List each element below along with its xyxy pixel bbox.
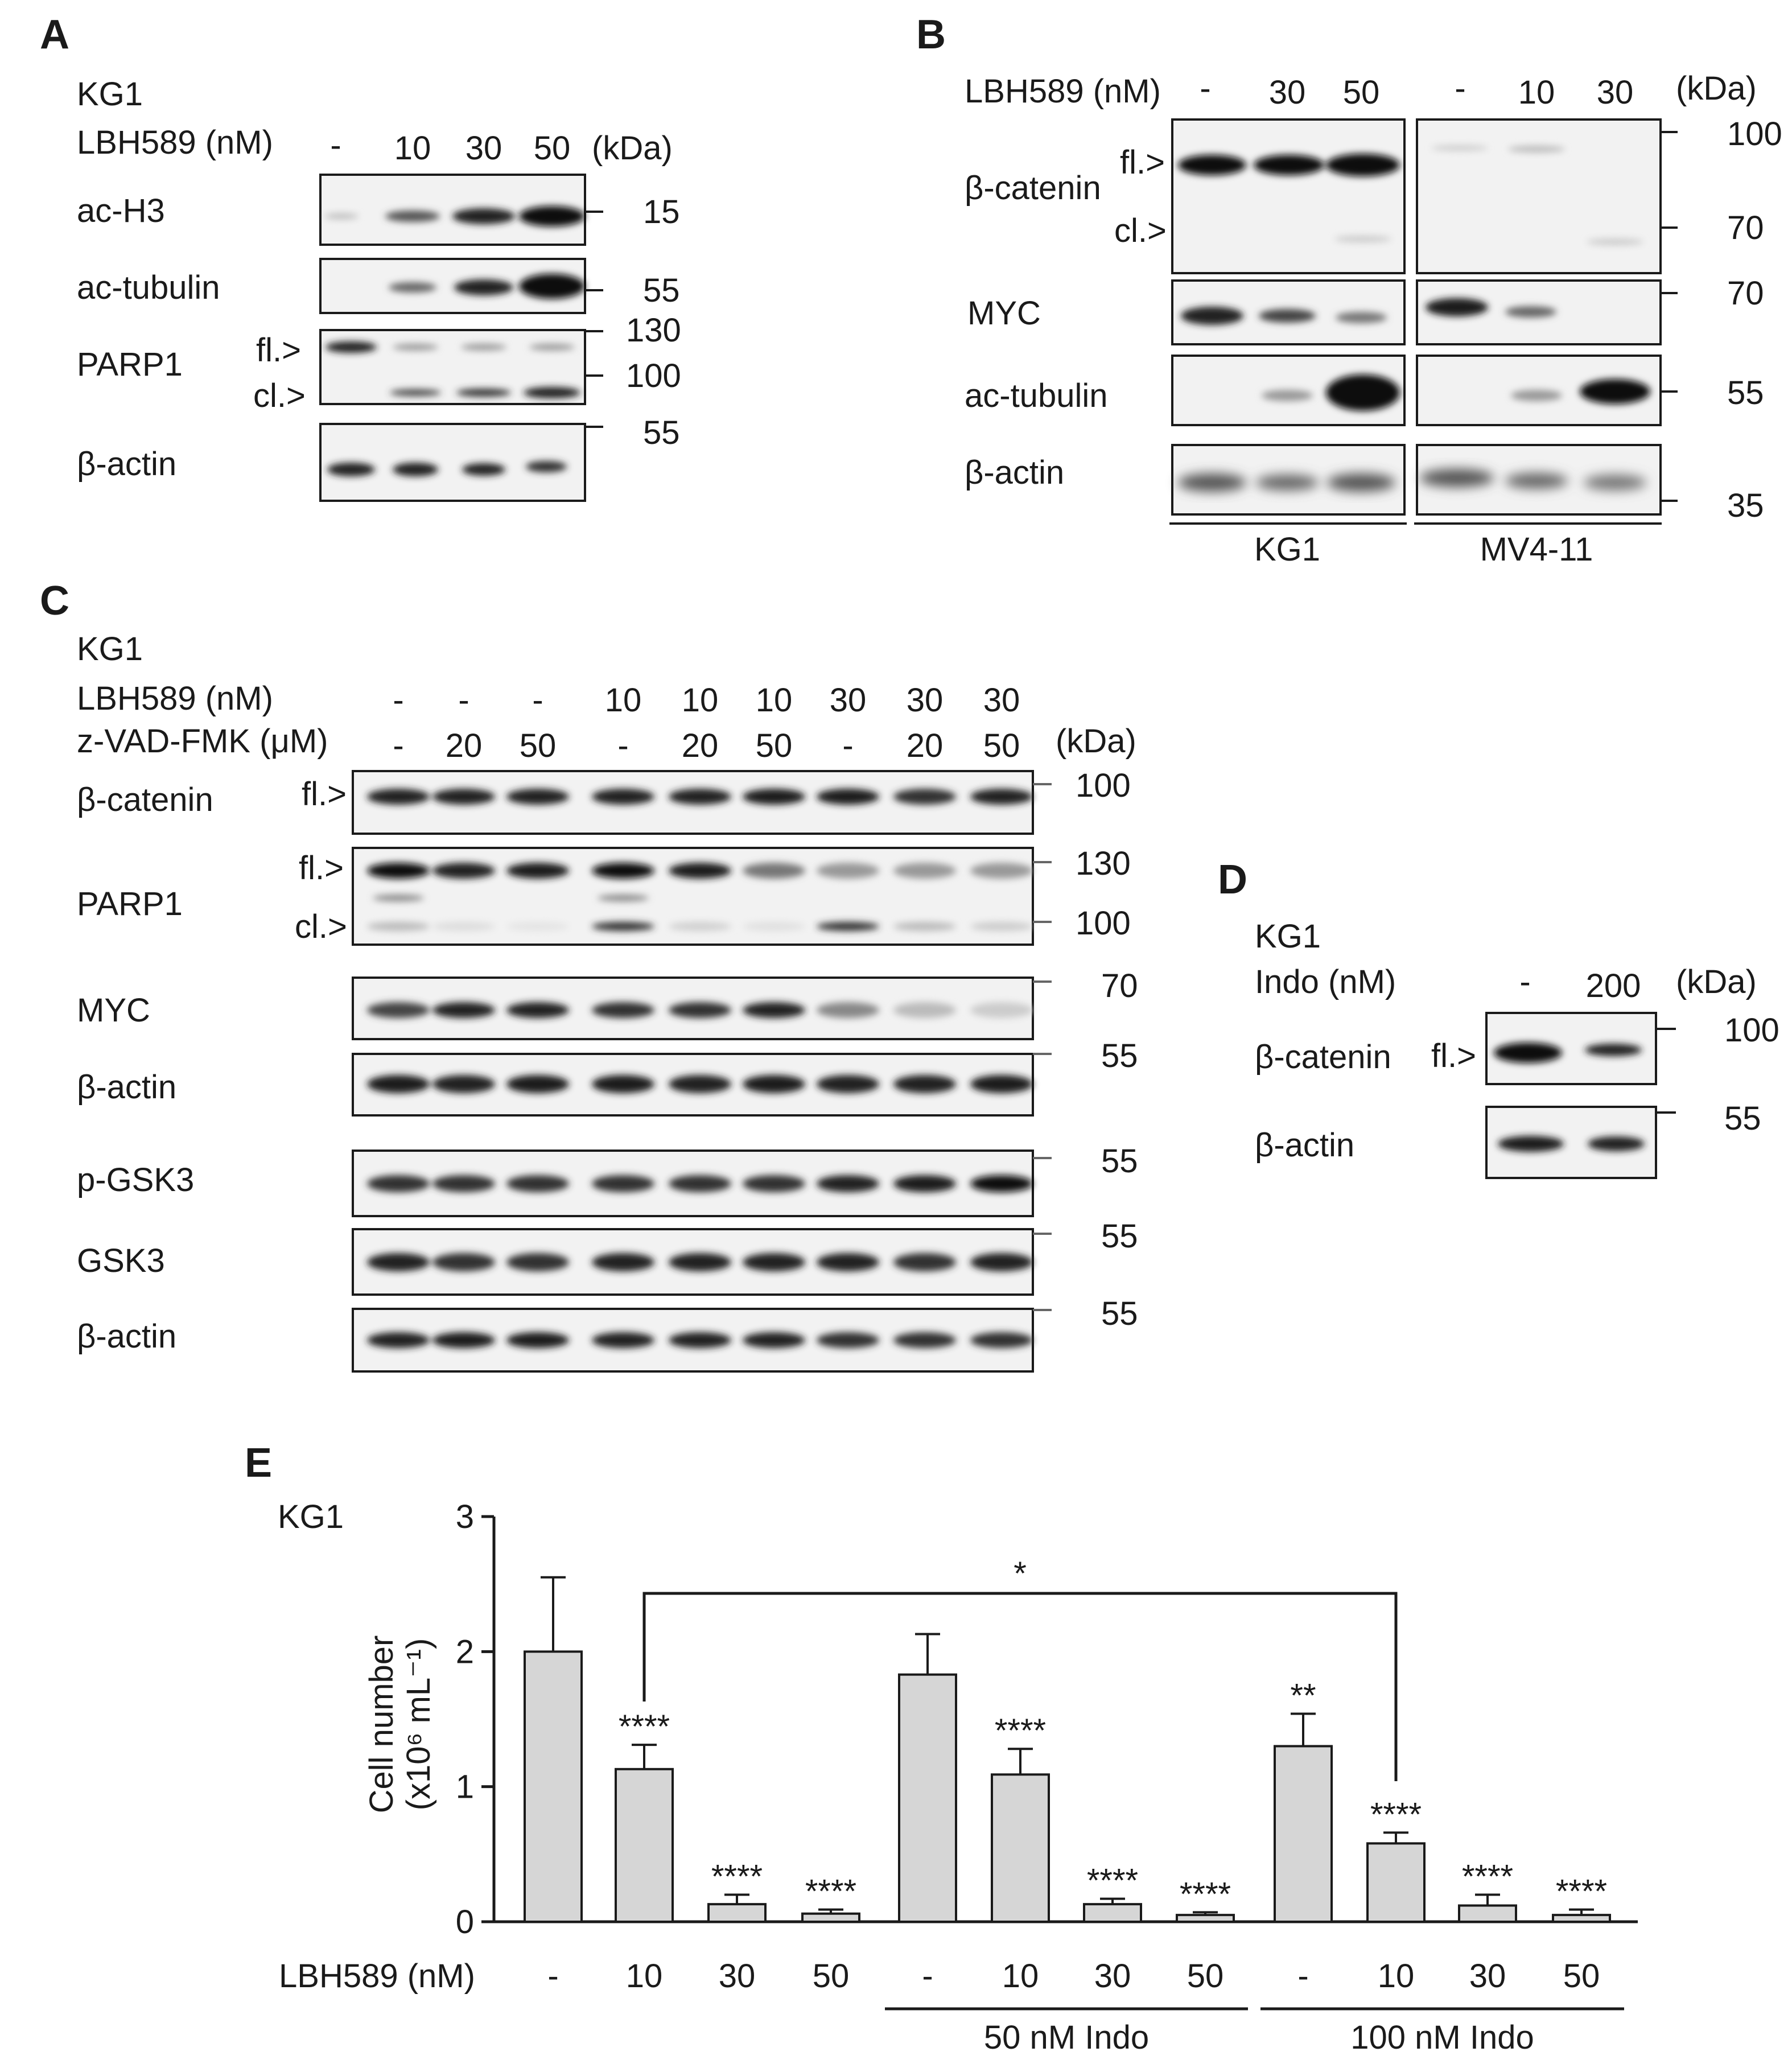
panel-b <box>916 12 1782 568</box>
panel-c-band <box>817 1253 879 1271</box>
panel-c-band <box>592 1175 654 1192</box>
panel-d-row-actin: β-actin <box>1255 1127 1355 1164</box>
bar-chart <box>279 1498 1638 2056</box>
panel-b-letter: B <box>916 12 946 57</box>
panel-c-band <box>367 1253 430 1271</box>
y-tick-label: 1 <box>455 1768 474 1806</box>
panel-a-kda-label: (kDa) <box>592 130 673 167</box>
y-tick-label: 2 <box>455 1633 474 1671</box>
panel-a-cell-line: KG1 <box>77 76 143 113</box>
panel-c-lbh-value: 10 <box>604 682 642 719</box>
panel-b-dose-left-3: 50 <box>1342 74 1380 111</box>
panel-a-row-parp1: PARP1 <box>77 346 183 383</box>
panel-c-band <box>817 922 879 931</box>
panel-c-band <box>743 789 805 805</box>
panel-c-lbh-values <box>393 682 1020 719</box>
x-tick-label: 10 <box>1377 1958 1415 1995</box>
panel-c-band <box>367 1332 430 1348</box>
panel-c-band <box>669 1002 731 1018</box>
panel-b-cell-kg1: KG1 <box>1254 531 1321 568</box>
panel-b-marker-70a: 70 <box>1727 209 1764 246</box>
y-tick-label: 0 <box>455 1904 474 1941</box>
panel-b-dose-right-3: 30 <box>1596 74 1634 111</box>
panel-c-row-catenin: β-catenin <box>77 781 213 818</box>
panel-c-band <box>598 895 649 901</box>
bar <box>708 1904 765 1922</box>
panel-d-dose-1: - <box>1519 963 1531 1000</box>
panel-c-band <box>893 1075 956 1093</box>
panel-c-band <box>506 1253 569 1271</box>
panel-c-band <box>817 1175 879 1192</box>
panel-b-dose-right-1: - <box>1455 70 1466 107</box>
panel-c-marker-55b: 55 <box>1101 1143 1138 1180</box>
panel-c-marker-100a: 100 <box>1076 767 1131 804</box>
bar <box>1459 1906 1516 1922</box>
panel-c-lbh-value: - <box>393 682 404 719</box>
comparison-label: * <box>1014 1555 1027 1592</box>
panel-c-zvad-value: 20 <box>906 727 944 764</box>
panel-c-band <box>669 1175 731 1192</box>
panel-b-row-actub: ac-tubulin <box>965 377 1108 414</box>
panel-d <box>1218 857 1779 1178</box>
panel-c-zvad-value: - <box>393 727 404 764</box>
panel-c-band <box>669 863 731 879</box>
significance-label: **** <box>618 1708 670 1746</box>
panel-c-band <box>373 895 424 901</box>
panel-b-marker-70b: 70 <box>1727 275 1764 312</box>
bar <box>899 1675 956 1922</box>
panel-c-band <box>817 1002 879 1018</box>
y-tick-label: 3 <box>455 1498 474 1535</box>
panel-b-row-myc: MYC <box>967 295 1041 332</box>
panel-c-band <box>970 1175 1033 1192</box>
panel-c-marker-55d: 55 <box>1101 1295 1138 1332</box>
panel-a-marker-15: 15 <box>643 193 680 230</box>
panel-c-band <box>432 922 495 931</box>
panel-b-marker-100: 100 <box>1727 116 1782 153</box>
panel-c-zvad-value: - <box>842 727 854 764</box>
panel-a-dose-4: 50 <box>533 130 571 167</box>
panel-c-band <box>592 789 654 805</box>
significance-label: **** <box>711 1858 763 1896</box>
panel-c-band <box>592 1332 654 1348</box>
panel-a-row-ac-h3: ac-H3 <box>77 192 165 229</box>
panel-c-marker-55a: 55 <box>1101 1037 1138 1074</box>
panel-c-band <box>432 1075 495 1093</box>
bar <box>1275 1746 1332 1922</box>
panel-c-zvad-values <box>393 727 1020 764</box>
significance-label: **** <box>1370 1796 1422 1834</box>
panel-c-band <box>506 1002 569 1018</box>
panel-c-band <box>893 1253 956 1271</box>
panel-c-row-actin1: β-actin <box>77 1069 177 1106</box>
panel-c-catenin-fl: fl.> <box>302 776 347 813</box>
panel-c-band <box>592 922 654 931</box>
panel-c-band <box>432 863 495 879</box>
panel-c-band <box>817 1332 879 1348</box>
x-tick-label: 10 <box>625 1958 663 1995</box>
panel-c-band <box>506 1332 569 1348</box>
panel-b-marker-35: 35 <box>1727 487 1764 524</box>
panel-c-zvad-value: 50 <box>983 727 1020 764</box>
panel-b-row-catenin: β-catenin <box>965 170 1101 207</box>
bar <box>525 1651 582 1922</box>
x-tick-label: 50 <box>812 1958 850 1995</box>
panel-a-treatment-label: LBH589 (nM) <box>77 124 273 161</box>
panel-c-row-pgsk3: p-GSK3 <box>77 1161 195 1198</box>
significance-label: **** <box>1555 1873 1608 1910</box>
panel-b-dose-left-2: 30 <box>1268 74 1306 111</box>
x-tick-label: - <box>1297 1958 1309 1995</box>
panel-d-kda-label: (kDa) <box>1676 963 1757 1000</box>
significance-label: **** <box>805 1873 857 1910</box>
panel-a-dose-2: 10 <box>394 130 431 167</box>
panel-c-zvad-label: z-VAD-FMK (μM) <box>77 723 328 760</box>
panel-c-zvad-value: 20 <box>681 727 719 764</box>
panel-c-band <box>367 922 430 931</box>
panel-d-treatment-label: Indo (nM) <box>1255 963 1396 1000</box>
panel-c-band <box>506 1075 569 1093</box>
panel-b-treatment-label: LBH589 (nM) <box>965 73 1161 110</box>
panel-c-band <box>669 1075 731 1093</box>
panel-c-lbh-value: 30 <box>829 682 867 719</box>
panel-c-row-myc: MYC <box>77 992 150 1029</box>
panel-b-kda-label: (kDa) <box>1676 70 1757 107</box>
panel-a-row-beta-actin: β-actin <box>77 446 177 483</box>
panel-a-row-ac-tubulin: ac-tubulin <box>77 269 220 306</box>
panel-c-band <box>743 1332 805 1348</box>
bar <box>1553 1915 1610 1922</box>
panel-c-band <box>506 1175 569 1192</box>
panel-c-band <box>432 1175 495 1192</box>
panel-c-band <box>817 863 879 879</box>
panel-c-band <box>432 1253 495 1271</box>
panel-c-band <box>367 863 430 879</box>
panel-c-marker-100b: 100 <box>1076 905 1131 942</box>
x-tick-label: 50 <box>1187 1958 1224 1995</box>
panel-c-band <box>970 863 1033 879</box>
panel-a-letter: A <box>40 12 69 57</box>
panel-d-letter: D <box>1218 857 1247 903</box>
bar <box>1084 1904 1141 1922</box>
panel-c-band <box>893 922 956 931</box>
panel-c-lbh-label: LBH589 (nM) <box>77 680 273 717</box>
panel-b-fl-marker: fl.> <box>1120 144 1165 181</box>
panel-c-band <box>592 1253 654 1271</box>
bar <box>802 1914 859 1922</box>
panel-c-zvad-value: 50 <box>755 727 793 764</box>
group-label: 50 nM Indo <box>983 2019 1150 2056</box>
y-axis-unit: (x10⁶ mL⁻¹) <box>400 1638 437 1811</box>
panel-c-row-actin2: β-actin <box>77 1318 177 1355</box>
panel-c-band <box>592 1075 654 1093</box>
panel-a-dose-3: 30 <box>465 130 502 167</box>
panel-d-dose-2: 200 <box>1585 967 1641 1004</box>
panel-b-dose-right-2: 10 <box>1518 74 1555 111</box>
panel-b-blot-catenin-kg1 <box>1172 120 1404 273</box>
x-tick-label: 10 <box>1002 1958 1039 1995</box>
panel-c-band <box>592 863 654 879</box>
x-tick-label: 30 <box>718 1958 756 1995</box>
panel-c-band <box>743 1253 805 1271</box>
x-tick-label: - <box>547 1958 559 1995</box>
panel-a-marker-100: 100 <box>626 357 681 394</box>
panel-a <box>40 12 681 501</box>
panel-c-band <box>743 863 805 879</box>
panel-c-band <box>970 789 1033 805</box>
panel-c-band <box>970 1332 1033 1348</box>
panel-c-band <box>367 1175 430 1192</box>
panel-d-fl-marker: fl.> <box>1431 1037 1476 1074</box>
significance-label: **** <box>1461 1858 1514 1896</box>
panel-c-band <box>970 922 1033 931</box>
panel-c-band <box>432 1002 495 1018</box>
x-tick-label: 30 <box>1469 1958 1506 1995</box>
panel-c-row-gsk3: GSK3 <box>77 1242 165 1279</box>
x-axis-title: LBH589 (nM) <box>279 1958 475 1995</box>
bar <box>1177 1915 1234 1922</box>
panel-c-lbh-value: - <box>458 682 469 719</box>
panel-a-marker-130: 130 <box>626 312 681 349</box>
x-tick-label: 50 <box>1563 1958 1600 1995</box>
panel-c-band <box>669 1253 731 1271</box>
bar <box>1367 1843 1424 1922</box>
panel-d-cell-line: KG1 <box>1255 918 1321 955</box>
panel-c-band <box>970 1002 1033 1018</box>
panel-a-dose-1: - <box>330 127 341 164</box>
panel-c-row-parp1: PARP1 <box>77 885 183 922</box>
panel-a-cl-marker: cl.> <box>253 377 306 414</box>
panel-c <box>40 578 1138 1371</box>
panel-c-zvad-value: 50 <box>519 727 557 764</box>
panel-c-band <box>367 1075 430 1093</box>
y-axis-title: Cell number <box>363 1635 400 1814</box>
panel-c-band <box>893 1002 956 1018</box>
panel-c-band <box>893 1175 956 1192</box>
significance-label: **** <box>994 1712 1047 1750</box>
panel-c-zvad-value: - <box>617 727 629 764</box>
panel-c-lbh-value: 30 <box>906 682 944 719</box>
panel-b-cl-marker: cl.> <box>1114 212 1167 249</box>
panel-a-marker-55b: 55 <box>643 414 680 451</box>
panel-c-band <box>669 922 731 931</box>
panel-c-band <box>669 789 731 805</box>
panel-b-dose-left-1: - <box>1200 70 1211 107</box>
panel-c-zvad-value: 20 <box>445 727 483 764</box>
panel-c-band <box>743 922 805 931</box>
panel-e <box>245 1440 1638 2056</box>
x-tick-label: - <box>922 1958 933 1995</box>
panel-c-band <box>506 789 569 805</box>
panel-c-band <box>367 789 430 805</box>
panel-c-band <box>893 789 956 805</box>
panel-c-band <box>743 1175 805 1192</box>
panel-c-band <box>432 1332 495 1348</box>
panel-c-band <box>367 1002 430 1018</box>
panel-c-letter: C <box>40 578 69 624</box>
significance-label: **** <box>1086 1862 1139 1900</box>
significance-label: **** <box>1179 1876 1231 1913</box>
panel-c-band <box>669 1332 731 1348</box>
panel-c-band <box>743 1075 805 1093</box>
panel-d-marker-55: 55 <box>1724 1100 1761 1137</box>
panel-c-band <box>893 863 956 879</box>
panel-c-band <box>506 922 569 931</box>
significance-label: ** <box>1290 1677 1316 1715</box>
panel-d-marker-100: 100 <box>1724 1012 1779 1049</box>
panel-c-kda-label: (kDa) <box>1056 723 1136 760</box>
panel-c-lbh-value: 10 <box>681 682 719 719</box>
group-label: 100 nM Indo <box>1350 2019 1534 2056</box>
bar <box>616 1769 673 1922</box>
panel-a-fl-marker: fl.> <box>256 332 301 369</box>
panel-e-cell-line: KG1 <box>278 1498 344 1535</box>
panel-d-row-catenin: β-catenin <box>1255 1039 1391 1076</box>
panel-e-letter: E <box>245 1440 273 1486</box>
panel-c-lbh-value: 30 <box>983 682 1020 719</box>
panel-c-parp1-fl: fl.> <box>299 850 344 887</box>
panel-b-marker-55: 55 <box>1727 374 1764 411</box>
panel-c-band <box>506 863 569 879</box>
panel-c-marker-55c: 55 <box>1101 1218 1138 1255</box>
panel-b-blot-catenin-mv411 <box>1417 120 1661 273</box>
panel-c-band <box>817 1075 879 1093</box>
panel-c-band <box>743 1002 805 1018</box>
panel-c-parp1-cl: cl.> <box>295 908 347 945</box>
panel-c-lbh-value: 10 <box>755 682 793 719</box>
panel-c-band <box>893 1332 956 1348</box>
bar <box>992 1774 1049 1922</box>
panel-c-band <box>970 1253 1033 1271</box>
panel-c-marker-70: 70 <box>1101 967 1138 1004</box>
panel-b-row-actin: β-actin <box>965 454 1065 491</box>
panel-c-cell-line: KG1 <box>77 631 143 668</box>
panel-c-band <box>432 789 495 805</box>
panel-a-marker-55a: 55 <box>643 272 680 309</box>
panel-b-cell-mv411: MV4-11 <box>1480 531 1593 568</box>
panel-c-band <box>970 1075 1033 1093</box>
panel-c-band <box>592 1002 654 1018</box>
x-tick-label: 30 <box>1094 1958 1131 1995</box>
panel-c-lbh-value: - <box>532 682 543 719</box>
panel-c-band <box>817 789 879 805</box>
panel-c-marker-130: 130 <box>1076 845 1131 882</box>
